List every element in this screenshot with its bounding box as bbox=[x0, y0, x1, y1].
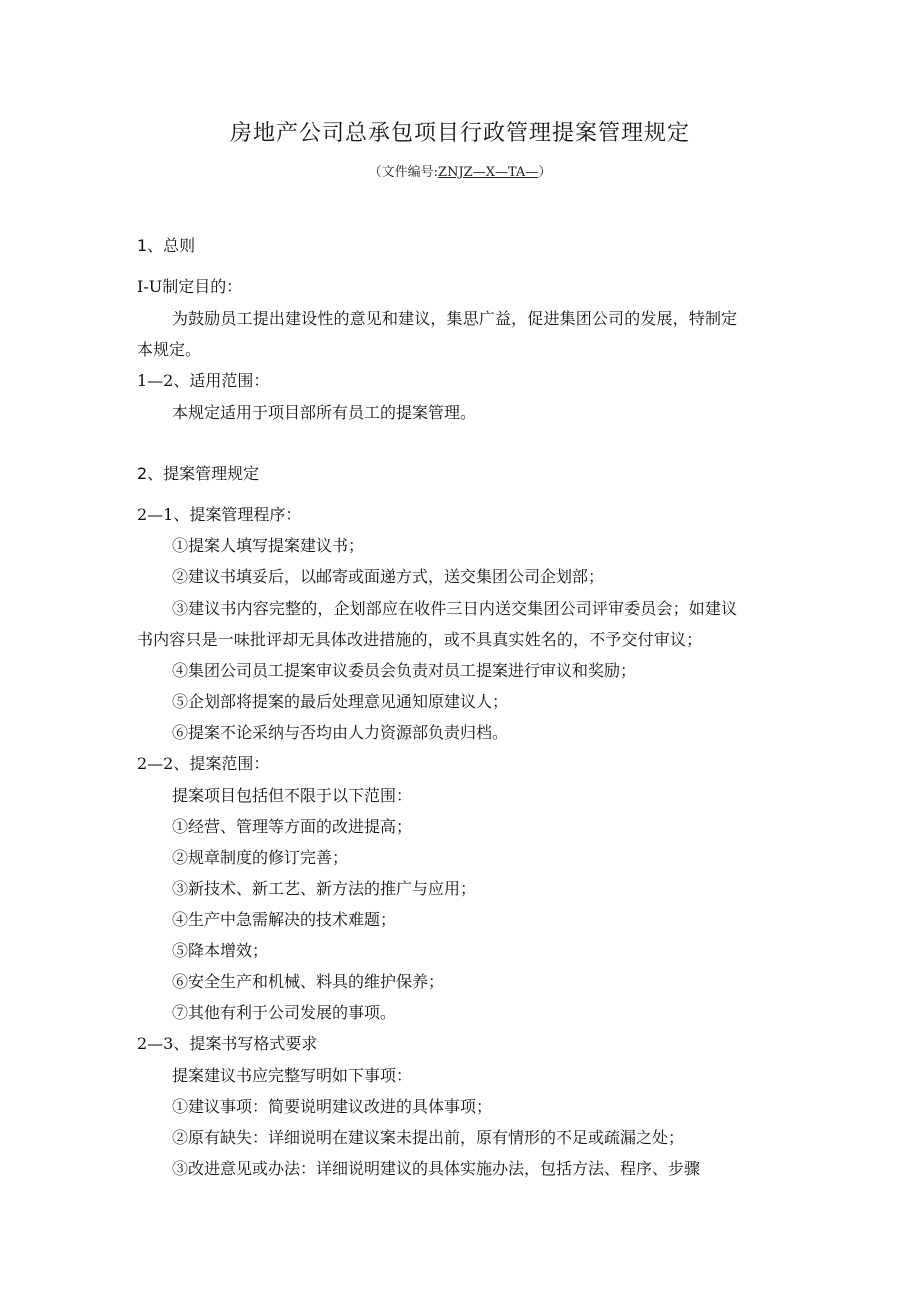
list-item: ①建议事项：简要说明建议改进的具体事项； bbox=[172, 1097, 493, 1116]
document-number-suffix: ） bbox=[538, 165, 552, 180]
list-item: ②规章制度的修订完善； bbox=[172, 848, 349, 867]
list-item: ②建议书填妥后，以邮寄或面递方式，送交集团公司企划部； bbox=[172, 567, 605, 586]
list-item: ⑥提案不论采纳与否均由人力资源部负责归档。 bbox=[172, 723, 509, 742]
section-heading-proposal-rules: 2、提案管理规定 bbox=[137, 464, 260, 483]
document-number-code: ZNJZ—X—TA— bbox=[438, 165, 539, 180]
subsection-heading-format: 2—3、提案书写格式要求 bbox=[137, 1034, 318, 1053]
paragraph-line: 提案项目包括但不限于以下范围： bbox=[172, 786, 413, 805]
list-item: ⑤降本增效； bbox=[172, 941, 269, 960]
list-item: ④生产中急需解决的技术难题； bbox=[172, 910, 397, 929]
paragraph-line: 本规定适用于项目部所有员工的提案管理。 bbox=[172, 403, 477, 422]
list-item: ①提案人填写提案建议书； bbox=[172, 536, 365, 555]
paragraph-line: 本规定。 bbox=[137, 340, 202, 359]
list-item: ⑥安全生产和机械、料具的维护保养； bbox=[172, 972, 445, 991]
list-item-continuation: 书内容只是一味批评却无具体改进措施的，或不具真实姓名的，不予交付审议； bbox=[137, 630, 703, 649]
list-item: ③新技术、新工艺、新方法的推广与应用； bbox=[172, 879, 477, 898]
paragraph-line: 为鼓励员工提出建设性的意见和建议，集思广益，促进集团公司的发展，特制定 bbox=[172, 309, 738, 328]
document-number bbox=[0, 161, 920, 180]
subsection-heading-scope: 1—2、适用范围： bbox=[137, 371, 270, 390]
list-item: ②原有缺失：详细说明在建议案未提出前，原有情形的不足或疏漏之处； bbox=[172, 1128, 685, 1147]
subsection-heading-purpose: I-U制定目的： bbox=[137, 277, 243, 296]
section-heading-general: 1、总则 bbox=[137, 236, 196, 255]
subsection-heading-scope-of-proposals: 2—2、提案范围： bbox=[137, 754, 270, 773]
list-item: ⑦其他有利于公司发展的事项。 bbox=[172, 1003, 397, 1022]
list-item: ③建议书内容完整的，企划部应在收件三日内送交集团公司评审委员会；如建议 bbox=[172, 599, 738, 618]
list-item: ①经营、管理等方面的改进提高； bbox=[172, 817, 413, 836]
paragraph-line: 提案建议书应完整写明如下事项： bbox=[172, 1066, 413, 1085]
document-number-prefix: （文件编号: bbox=[368, 165, 439, 180]
document-title: 房地产公司总承包项目行政管理提案管理规定 bbox=[229, 121, 690, 146]
list-item: ④集团公司员工提案审议委员会负责对员工提案进行审议和奖励； bbox=[172, 661, 637, 680]
list-item: ③改进意见或办法：详细说明建议的具体实施办法，包括方法、程序、步骤 bbox=[172, 1159, 701, 1178]
list-item: ⑤企划部将提案的最后处理意见通知原建议人； bbox=[172, 692, 509, 711]
subsection-heading-procedure: 2—1、提案管理程序： bbox=[137, 505, 302, 524]
